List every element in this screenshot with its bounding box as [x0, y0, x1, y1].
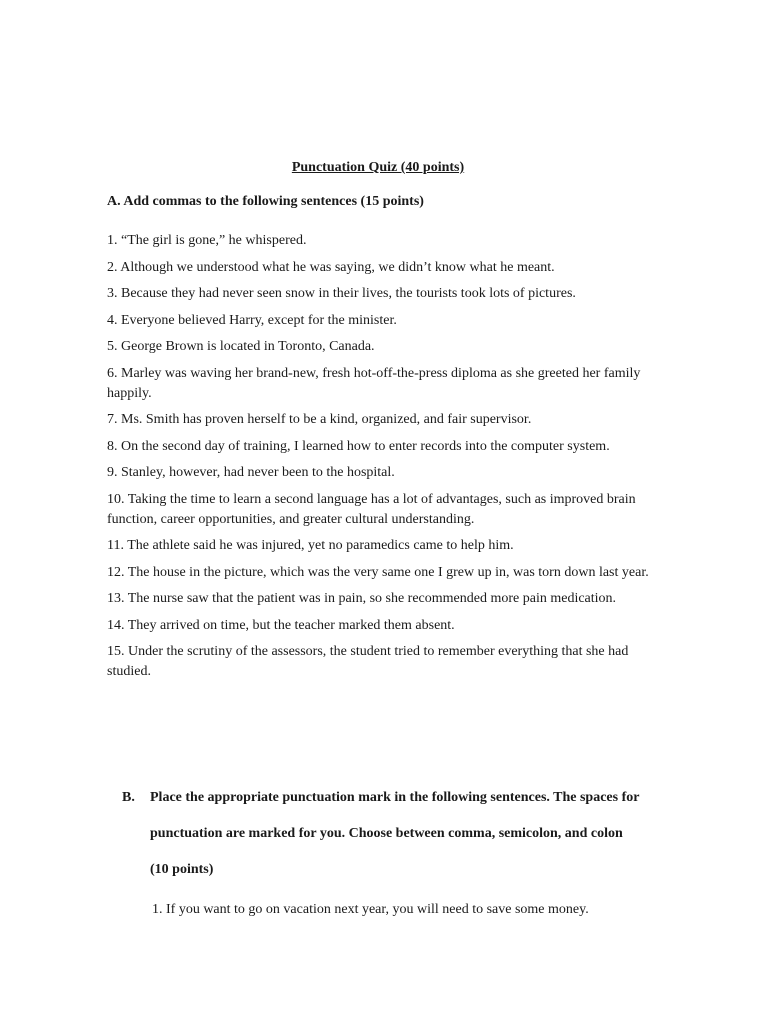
list-item: 2. Although we understood what he was saying, we didn’t know what he meant. — [107, 259, 555, 275]
list-item: 1. “The girl is gone,” he whispered. — [107, 233, 307, 248]
list-item: 13. The nurse saw that the patient was in pain, so she recommended more pain medication. — [107, 591, 617, 606]
list-item: 15. Under the scrutiny of the assessors, the student tried to remember everything that she had studied. — [107, 644, 629, 679]
section-a-list — [107, 231, 663, 689]
list-item: 3. Because they had never seen snow in their lives, the tourists took lots of pictures. — [107, 286, 576, 301]
list-item: 8. On the second day of training, I learned how to enter records into the computer system. — [107, 438, 610, 454]
section-b-marker: B. — [122, 790, 135, 805]
list-item: 11. The athlete said he was injured, yet no paramedics came to help him. — [107, 538, 514, 553]
list-item: 9. Stanley, however, had never been to the hospital. — [107, 465, 395, 480]
list-item: 6. Marley was waving her brand-new, fresh hot-off-the-press diploma as she greeted her family happily. — [107, 365, 641, 401]
list-item: 12. The house in the picture, which was the very same one I grew up in, was torn down last year. — [107, 564, 649, 580]
section-a-heading: A. Add commas to the following sentences (15 points) — [107, 194, 424, 209]
section-b-heading-text: Place the appropriate punctuation mark in the following sentences. The spaces for punctuation are marked for you. Choose between comma, semicolon, and colon (10 points) — [150, 790, 640, 877]
quiz-title: Punctuation Quiz (40 points) — [291, 160, 465, 175]
list-item: 4. Everyone believed Harry, except for the minister. — [107, 312, 397, 328]
section-b-list — [152, 900, 672, 920]
list-item: 7. Ms. Smith has proven herself to be a kind, organized, and fair supervisor. — [107, 412, 532, 427]
list-item: 5. George Brown is located in Toronto, Canada. — [107, 339, 375, 354]
section-b-heading — [122, 780, 642, 888]
list-item: 1. If you want to go on vacation next year, you will need to save some money. — [152, 902, 589, 917]
list-item: 10. Taking the time to learn a second language has a lot of advantages, such as improved brain function, career opportunities, and greater cultural understanding. — [107, 491, 636, 527]
list-item: 14. They arrived on time, but the teacher marked them absent. — [107, 617, 455, 633]
